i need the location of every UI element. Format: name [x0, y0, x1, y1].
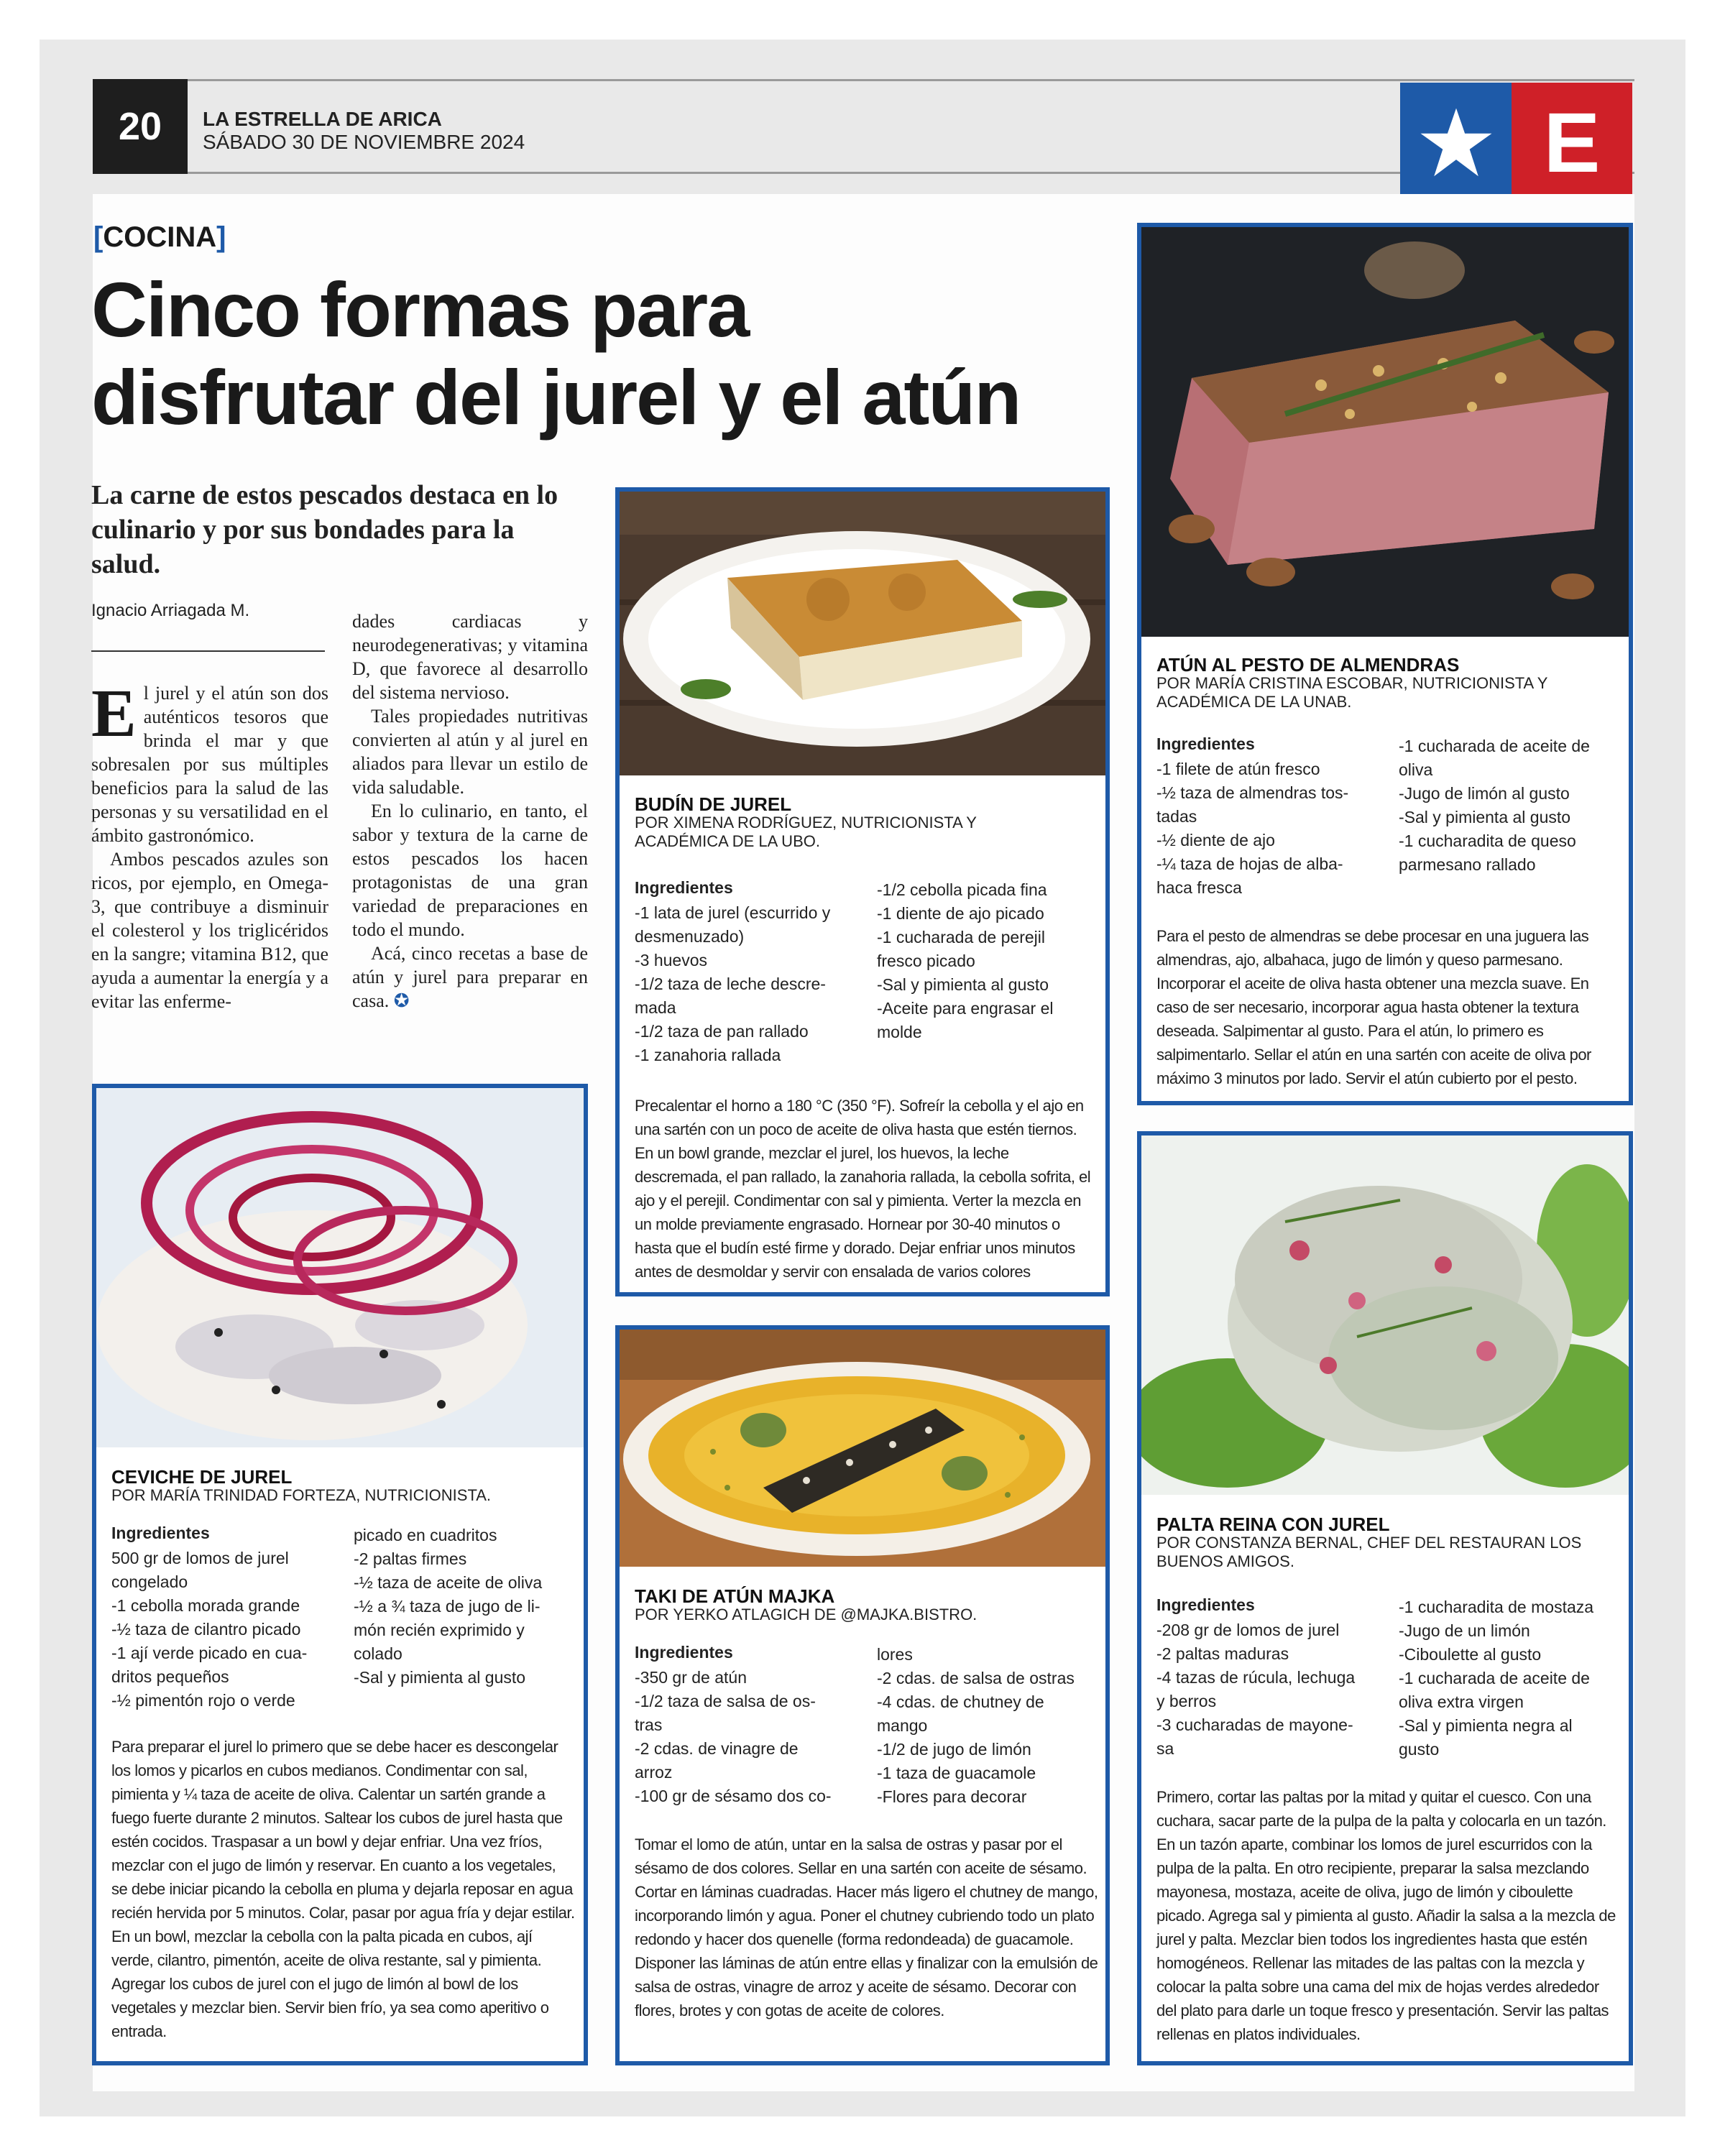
ingredient-item: -¼ taza de hojas de alba-: [1156, 854, 1343, 873]
ingredient-item: sa: [1156, 1739, 1174, 1758]
body-paragraph: Ambos pescados azules son ricos, por ejemplo, en Omega-3, que contribuye a disminuir el colesterol y los triglicéridos en la sangre; vitamina B12, que ayuda a aumentar la energía y a evitar las enferme-: [91, 849, 328, 1012]
recipe-palta-reina: [1137, 1131, 1633, 2065]
headline-line-2: disfrutar del jurel y el atún: [91, 354, 1021, 441]
ingredient-item: -½ a ¾ taza de jugo de li-: [354, 1597, 540, 1616]
ingredient-item: -1 cucharada de aceite de: [1399, 737, 1590, 755]
ingredient-item: -1/2 taza de leche descre-: [635, 975, 826, 993]
ingredient-item: -3 cucharadas de mayone-: [1156, 1715, 1353, 1734]
ingredient-item: congelado: [111, 1572, 188, 1591]
taki-author: POR YERKO ATLAGICH DE @MAJKA.BISTRO.: [635, 1606, 978, 1623]
budin-title: BUDÍN DE JUREL: [635, 793, 792, 815]
atun-pesto-title: ATÚN AL PESTO DE ALMENDRAS: [1156, 654, 1460, 676]
ingredient-item: -2 cdas. de salsa de ostras: [877, 1669, 1075, 1687]
taki-title: TAKI DE ATÚN MAJKA: [635, 1585, 835, 1607]
ingredient-item: -Sal y pimienta al gusto: [877, 975, 1049, 994]
body-paragraph: El jurel y el atún son dos auténticos tesoros que brinda el mar y que sobresalen por sus múltiples beneficios para la salud de las personas y su versatilidad en el ámbito gastronómico.: [91, 676, 328, 846]
ingredient-item: -3 huevos: [635, 951, 708, 969]
ingredient-item: dritos pequeños: [111, 1667, 229, 1686]
ingredient-item: -1/2 de jugo de limón: [877, 1740, 1031, 1759]
ingredient-item: y berros: [1156, 1692, 1217, 1710]
ceviche-steps: Para preparar el jurel lo primero que se debe hacer es descongelar los lomos y picarlos en cubos medianos. Condimentar con sal, pimienta y ¼ taza de aceite de oliva. Calentar un sartén grande a fuego fuerte durante 2 minutos. Saltear los cubos de jurel hasta que estén cocidos. Traspasar a un bowl y dejar enfriar. Una vez fríos, mezclar con el jugo de limón y reservar. En cuanto a los vegetales, se debe iniciar picando la cebolla en pluma y dejarla reposar en agua recién hervida por 5 minutos. Colar, pasar por agua fría y dejar estilar. En un bowl, mezclar la cebolla con la palta picada en cubos, ají verde, cilantro, pimentón, aceite de oliva restante, sal y pimienta. Agregar los cubos de jurel con el jugo de limón al bowl de los vegetales y mezclar bien. Servir bien frío, ya sea como aperitivo o entrada.: [111, 1738, 575, 2040]
body-paragraph: dades cardiacas y neurodegenerativas; y vitamina D, que favorece al desarrollo del sistema nervioso.: [352, 611, 588, 703]
ceviche-ingredients-left: [111, 1547, 341, 1713]
atun-pesto-author: POR MARÍA CRISTINA ESCOBAR, NUTRICIONISTA Y ACADÉMICA DE LA UNAB.: [1156, 674, 1547, 711]
ceviche-ingredients-heading: Ingredientes: [111, 1524, 210, 1542]
budin-steps: Precalentar el horno a 180 °C (350 °F). Sofreír la cebolla y el ajo en una sartén con un poco de aceite de oliva hasta que estén tiernos. En un bowl grande, mezclar el jurel, los huevos, la leche descremada, el pan rallado, la zanahoria rallada, la cebolla sofrita, el ajo y el perejil. Condimentar con sal y pimienta. Verter la mezcla en un molde previamente engrasado. Hornear por 30-40 minutos o hasta que el budín esté firme y dorado. Dejar enfriar unos minutos antes de desmoldar y servir con ensalada de varios colores: [635, 1097, 1091, 1281]
taki-steps: Tomar el lomo de atún, untar en la salsa de ostras y pasar por el sésamo de dos colores. Sellar en una sartén con aceite de sésamo. Cortar en láminas cuadradas. Hacer más ligero el chutney de mango, incorporando limón y agua. Poner el chutney cubriendo todo un plato redondo y hacer dos quenelle (forma redondeada) de guacamole. Disponer las láminas de atún entre ellas y finalizar con la emulsión de salsa de ostras, vinagre de arroz y aceite de sésamo. Decorar con flores, brotes y con gotas de aceite de colores.: [635, 1835, 1098, 2019]
ingredient-item: fresco picado: [877, 952, 975, 970]
section-tag: [COCINA]: [93, 221, 226, 253]
headline-line-1: Cinco formas para: [91, 266, 749, 353]
newspaper-logo: E: [1512, 83, 1632, 203]
ingredient-item: parmesano rallado: [1399, 855, 1536, 874]
headline: [91, 266, 1126, 441]
ingredient-item: -2 cdas. de vinagre de: [635, 1739, 799, 1758]
byline-divider: [91, 650, 325, 652]
ingredient-item: -1 diente de ajo picado: [877, 904, 1044, 923]
ingredient-item: -1 lata de jurel (escurrido y: [635, 903, 831, 922]
ingredient-item: -2 paltas maduras: [1156, 1644, 1289, 1663]
taki-ingredients-right: [877, 1643, 1100, 1809]
ingredient-item: oliva extra virgen: [1399, 1692, 1524, 1711]
ingredient-item: -½ taza de almendras tos-: [1156, 783, 1349, 802]
section-label: COCINA: [103, 221, 217, 253]
ingredient-item: -Sal y pimienta negra al: [1399, 1716, 1573, 1735]
recipe-ceviche-de-jurel: [92, 1084, 588, 2065]
ceviche-ingredients-right: [354, 1524, 576, 1690]
ingredient-item: desmenuzado): [635, 927, 745, 946]
ingredient-item: colado: [354, 1644, 402, 1663]
body-paragraph: En lo culinario, en tanto, el sabor y textura de la carne de estos pescados los hacen protagonistas de una gran variedad de preparaciones en todo el mundo.: [352, 801, 588, 940]
ingredient-item: -350 gr de atún: [635, 1668, 748, 1687]
ingredient-item: tadas: [1156, 807, 1197, 826]
body-paragraph: Tales propiedades nutritivas convierten al atún y al jurel en aliados para llevar un estilo de vida saludable.: [352, 706, 588, 798]
atun-pesto-steps: Para el pesto de almendras se debe procesar en una juguera las almendras, ajo, albahaca, jugo de limón y queso parmesano. Incorporar el aceite de oliva hasta obtener una mezcla suave. En caso de ser necesario, incorporar agua hasta obtener la textura deseada. Salpimentar al gusto. Para el atún, lo primero es salpimentarlo. Sellar el atún en una sartén con aceite de oliva por máximo 3 minutos por lado. Servir el atún cubierto por el pesto.: [1156, 927, 1591, 1087]
taki-ingredients-left: [635, 1666, 865, 1808]
budin-author: POR XIMENA RODRÍGUEZ, NUTRICIONISTA Y ACADÉMICA DE LA UBO.: [635, 814, 977, 850]
budin-ingredients-heading: Ingredientes: [635, 878, 733, 897]
palta-author: POR CONSTANZA BERNAL, CHEF DEL RESTAURAN LOS BUENOS AMIGOS.: [1156, 1534, 1582, 1570]
ingredient-item: -208 gr de lomos de jurel: [1156, 1621, 1340, 1639]
ingredient-item: -4 cdas. de chutney de: [877, 1692, 1044, 1711]
deck: La carne de estos pescados destaca en lo culinario y por sus bondades para la salud.: [91, 480, 558, 579]
ingredient-item: -1 cucharadita de queso: [1399, 831, 1576, 850]
ingredient-item: -1 cebolla morada grande: [111, 1596, 300, 1615]
ingredient-item: -Sal y pimienta al gusto: [1399, 808, 1571, 826]
ceviche-photo: [96, 1088, 584, 1447]
drop-cap: E: [91, 676, 137, 751]
taki-ingredients-heading: Ingredientes: [635, 1643, 733, 1662]
budin-photo: [620, 492, 1105, 775]
ingredient-item: -½ diente de ajo: [1156, 831, 1275, 849]
palta-photo: [1141, 1135, 1629, 1495]
ingredient-item: molde: [877, 1023, 922, 1041]
palta-steps: Primero, cortar las paltas por la mitad y quitar el cuesco. Con una cuchara, sacar parte de la pulpa de la palta y colocarla en un tazón. En un tazón aparte, combinar los lomos de jurel escurridos con la pulpa de la palta. En otro recipiente, preparar la salsa mezclando mayonesa, mostaza, aceite de oliva, jugo de limón y ciboulette picado. Agrega sal y pimienta al gusto. Añadir la salsa a la mezcla de jurel y palta. Mezclar bien todos los ingredientes hasta que estén homogéneos. Rellenar las mitades de las paltas con la mezcla y colocar la palta sobre una cama del mix de hojas verdes alrededor del plato para darle un toque fresco y presentación. Servir las paltas rellenas en platos individuales.: [1156, 1788, 1616, 2043]
publication-date: SÁBADO 30 DE NOVIEMBRE 2024: [203, 131, 525, 153]
ingredient-item: -100 gr de sésamo dos co-: [635, 1787, 832, 1805]
ingredient-item: -4 tazas de rúcula, lechuga: [1156, 1668, 1356, 1687]
ceviche-title: CEVICHE DE JUREL: [111, 1466, 293, 1488]
palta-title: PALTA REINA CON JUREL: [1156, 1514, 1390, 1535]
ingredient-item: -Flores para decorar: [877, 1787, 1027, 1806]
palta-ingredients-heading: Ingredientes: [1156, 1595, 1255, 1614]
ingredient-item: món recién exprimido y: [354, 1621, 525, 1639]
ingredient-item: haca fresca: [1156, 878, 1242, 897]
body-paragraph: Acá, cinco recetas a base de atún y jurel para preparar en casa. ✪: [352, 943, 588, 1011]
ingredient-item: -Sal y pimienta al gusto: [354, 1668, 526, 1687]
taki-photo: [620, 1330, 1105, 1567]
recipe-taki-de-atun: [615, 1325, 1110, 2065]
byline: Ignacio Arriagada M.: [91, 601, 250, 620]
ingredient-item: -Ciboulette al gusto: [1399, 1645, 1542, 1664]
ingredient-item: -1 filete de atún fresco: [1156, 760, 1320, 778]
ingredient-item: 500 gr de lomos de jurel: [111, 1549, 289, 1567]
recipe-budin-de-jurel: [615, 487, 1110, 1296]
ingredient-item: -1/2 taza de salsa de os-: [635, 1692, 816, 1710]
body-column-2: [352, 609, 588, 1013]
ingredient-item: -½ pimentón rojo o verde: [111, 1691, 295, 1710]
ingredient-item: -½ taza de cilantro picado: [111, 1620, 301, 1639]
body-column-1: [91, 676, 328, 1013]
ingredient-item: -Jugo de un limón: [1399, 1621, 1530, 1640]
atun-pesto-ingredients-left: [1156, 757, 1386, 900]
ingredient-item: -1 cucharada de aceite de: [1399, 1669, 1590, 1687]
ingredient-item: oliva: [1399, 760, 1433, 779]
ingredient-item: arroz: [635, 1763, 673, 1782]
recipe-atun-al-pesto: [1137, 223, 1633, 1105]
atun-pesto-photo: [1141, 227, 1629, 637]
palta-ingredients-right: [1399, 1595, 1622, 1761]
ingredient-item: -1 zanahoria rallada: [635, 1046, 781, 1064]
ingredient-item: -1 ají verde picado en cua-: [111, 1644, 308, 1662]
ingredient-item: -2 paltas firmes: [354, 1549, 467, 1568]
ingredient-item: -1/2 taza de pan rallado: [635, 1022, 809, 1041]
ingredient-item: lores: [877, 1645, 913, 1664]
page-number: 20: [93, 79, 188, 174]
publication-name: LA ESTRELLA DE ARICA: [203, 108, 442, 130]
ingredient-item: mada: [635, 998, 676, 1017]
ingredient-item: picado en cuadritos: [354, 1526, 497, 1544]
ceviche-author: POR MARÍA TRINIDAD FORTEZA, NUTRICIONISTA.: [111, 1486, 492, 1504]
ingredient-item: -1 taza de guacamole: [877, 1764, 1036, 1782]
ingredient-item: -1 cucharada de perejil: [877, 928, 1045, 946]
ingredient-item: tras: [635, 1715, 663, 1734]
atun-pesto-ingredients-right: [1399, 734, 1622, 877]
end-mark-icon: ✪: [393, 990, 410, 1011]
ingredient-item: -1 cucharadita de mostaza: [1399, 1598, 1594, 1616]
ingredient-item: -1/2 cebolla picada fina: [877, 880, 1047, 899]
palta-ingredients-left: [1156, 1618, 1386, 1761]
atun-pesto-ingredients-heading: Ingredientes: [1156, 734, 1255, 753]
ingredient-item: gusto: [1399, 1740, 1440, 1759]
ingredient-item: -½ taza de aceite de oliva: [354, 1573, 543, 1592]
ingredient-item: -Jugo de limón al gusto: [1399, 784, 1570, 803]
star-icon: [1400, 83, 1512, 203]
ingredient-item: mango: [877, 1716, 928, 1735]
ingredient-item: -Aceite para engrasar el: [877, 999, 1054, 1018]
budin-ingredients-right: [877, 878, 1100, 1044]
budin-ingredients-left: [635, 901, 865, 1067]
